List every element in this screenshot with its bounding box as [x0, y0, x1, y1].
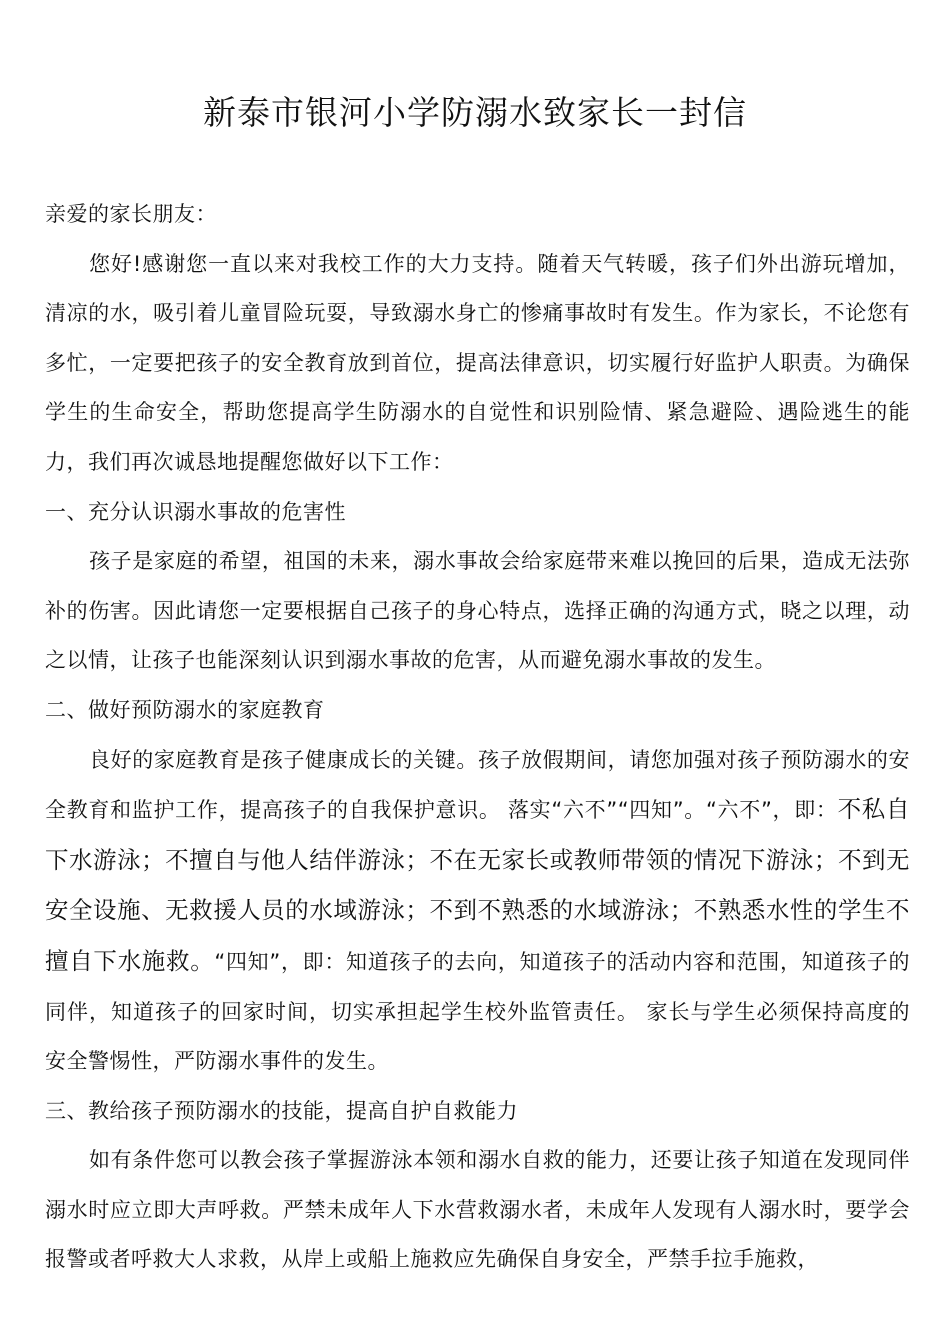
section-2-text-c: “四知”，即：知道孩子的去向，知道孩子的活动内容和范围，知道孩子的同伴，知道孩子的回家时间，切实承担起学生校外监管责任。 家长与学生必须保持高度的安全警惕性，严防溺水事件的发生。 — [45, 949, 910, 1074]
intro-paragraph: 您好!感谢您一直以来对我校工作的大力支持。随着天气转暖，孩子们外出游玩增加，清凉的水，吸引着儿童冒险玩耍，导致溺水身亡的惨痛事故时有发生。作为家长，不论您有多忙，一定要把孩子的安全教育放到首位，提高法律意识，切实履行好监护人职责。为确保学生的生命安全，帮助您提高学生防溺水的自觉性和识别险情、紧急避险、遇险逃生的能力，我们再次诚恳地提醒您做好以下工作： — [45, 251, 910, 474]
section-1-heading: 一、充分认识溺水事故的危害性 — [45, 499, 346, 524]
section-3-heading: 三、教给孩子预防溺水的技能，提高自护自救能力 — [45, 1098, 518, 1123]
section-2-paragraph — [45, 736, 910, 1087]
letter-body — [45, 190, 910, 1285]
section-2-six-rules: 不私自 下水游泳；不擅自与他人结伴游泳；不在无家长或教师带领的情况下游泳；不到无安全设施、无救援人员的水域游泳；不到不熟悉的水域游泳；不熟悉水性的学生不擅自下水施救。 — [45, 795, 911, 975]
section-1-paragraph: 孩子是家庭的希望，祖国的未来，溺水事故会给家庭带来难以挽回的后果，造成无法弥补的伤害。因此请您一定要根据自己孩子的身心特点，选择正确的沟通方式，晓之以理，动之以情，让孩子也能深刻认识到溺水事故的危害，从而避免溺水事故的发生。 — [45, 549, 910, 673]
section-2-heading: 二、做好预防溺水的家庭教育 — [45, 697, 325, 722]
salutation: 亲爱的家长朋友： — [45, 202, 217, 226]
letter-title: 新泰市银河小学防溺水致家长一封信 — [203, 93, 747, 132]
section-3-paragraph: 如有条件您可以教会孩子掌握游泳本领和溺水自救的能力，还要让孩子知道在发现同伴溺水时应立即大声呼救。严禁未成年人下水营救溺水者，未成年人发现有人溺水时，要学会报警或者呼救大人求救，从岸上或船上施救应先确保自身安全，严禁手拉手施救， — [45, 1148, 910, 1272]
section-2-text-a: 良好的家庭教育是孩子健康成长的关键。孩子放假期间，请您加强对孩子预防溺水的安全教育和监护工作，提高孩子的自我保护意识。 落实“六不”“四知”。“六不”，即： — [45, 747, 910, 823]
